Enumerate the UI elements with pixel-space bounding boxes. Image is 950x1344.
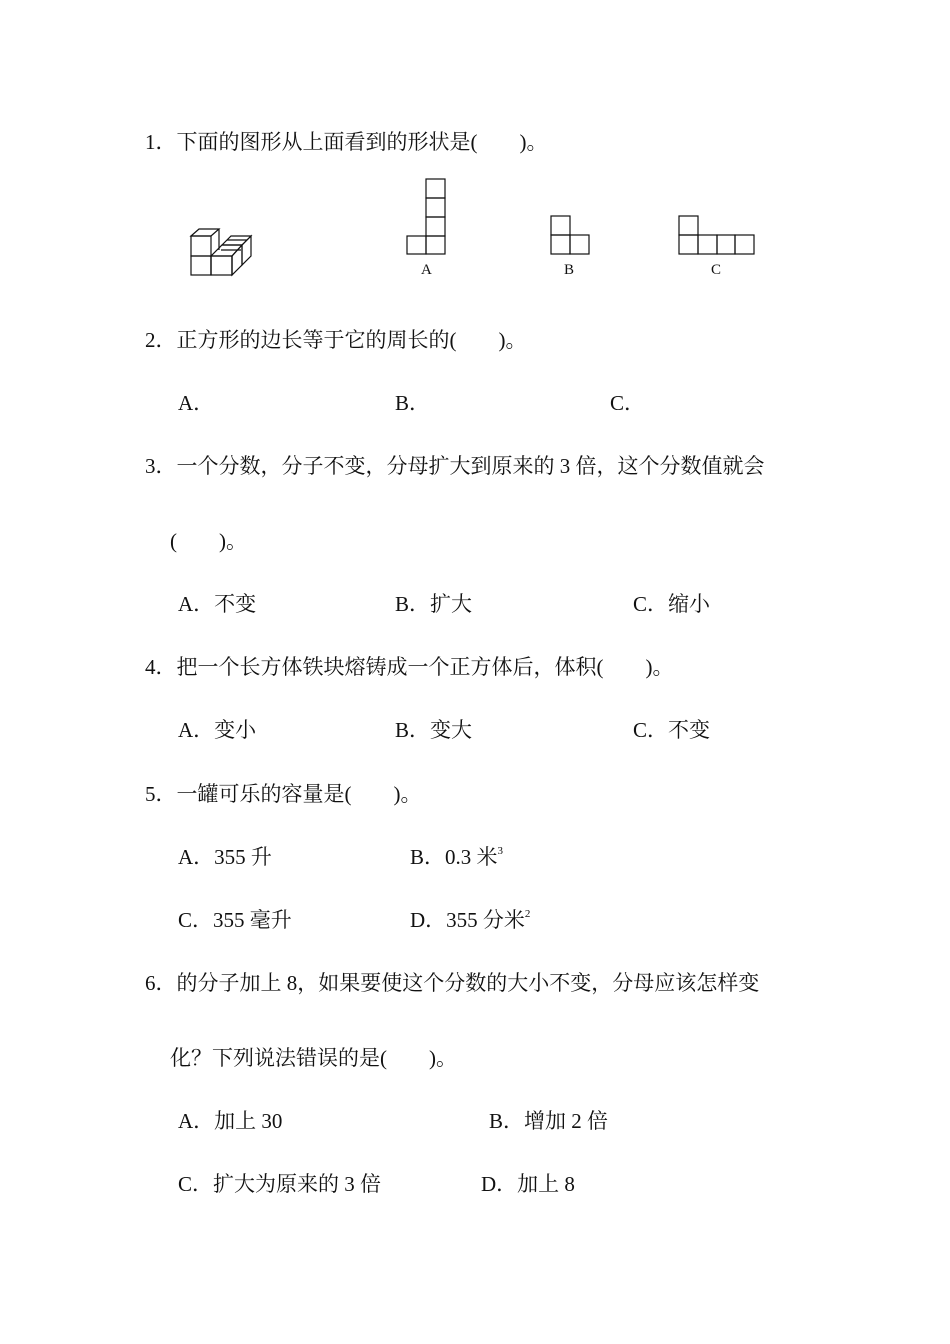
q3-stem-line1: 3．一个分数，分子不变，分母扩大到原来的 3 倍，这个分数值就会 [145,454,765,478]
q5-option-b[interactable] [410,845,503,869]
q2-stem: 2．正方形的边长等于它的周长的( )。 [145,328,527,352]
q5-option-d-exponent: 2 [524,908,531,920]
q1-option-a-figure[interactable] [405,178,449,256]
q5-stem: 5．一罐可乐的容量是( )。 [145,782,422,806]
q1-label-a: A [421,262,432,278]
q6-option-b[interactable]: B．增加 2 倍 [489,1109,609,1133]
q5-option-b-exponent: 3 [497,845,504,857]
q5-option-b-text: B．0.3 米 [410,845,498,869]
q5-option-d[interactable] [410,908,530,932]
q3-stem-line2: ( )。 [170,529,247,553]
q4-option-c[interactable]: C．不变 [633,718,711,742]
q1-label-b: B [564,262,575,278]
q1-label-c: C [711,262,722,278]
q3-option-c[interactable]: C．缩小 [633,592,711,616]
q1-cube-figure [188,226,260,278]
q3-option-a[interactable]: A．不变 [178,592,257,616]
q3-option-b[interactable]: B．扩大 [395,592,473,616]
q1-stem: 1．下面的图形从上面看到的形状是( )。 [145,130,548,154]
q4-stem: 4．把一个长方体铁块熔铸成一个正方体后，体积( )。 [145,655,674,679]
q1-option-b-figure[interactable] [549,215,593,257]
q6-stem-line1: 6．的分子加上 8，如果要使这个分数的大小不变，分母应该怎样变 [145,971,760,995]
q1-option-c-figure[interactable] [677,215,757,257]
q2-option-b[interactable]: B． [395,391,431,415]
q5-option-c[interactable]: C．355 毫升 [178,908,292,932]
q5-option-d-text: D．355 分米 [410,908,525,932]
q4-option-b[interactable]: B．变大 [395,718,473,742]
q6-option-c[interactable]: C．扩大为原来的 3 倍 [178,1172,382,1196]
q6-option-a[interactable]: A．加上 30 [178,1109,283,1133]
q4-option-a[interactable]: A．变小 [178,718,257,742]
q6-option-d[interactable]: D．加上 8 [481,1172,575,1196]
q6-stem-line2: 化？下列说法错误的是( )。 [170,1046,457,1070]
q5-option-a[interactable]: A．355 升 [178,845,272,869]
q2-option-a[interactable]: A． [178,391,215,415]
q2-option-c[interactable]: C． [610,391,646,415]
